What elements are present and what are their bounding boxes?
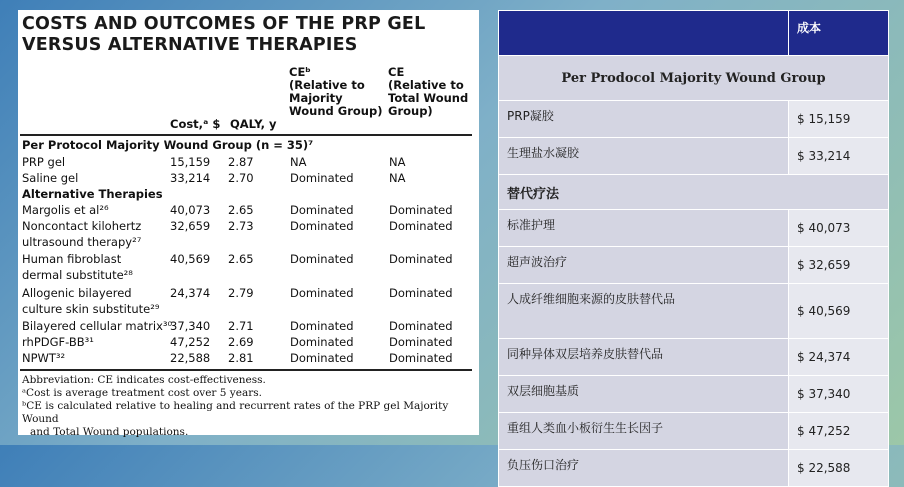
table-row: PRP凝胶 $ 15,159 [499,101,889,138]
table-row: 双层细胞基质 $ 37,340 [499,376,889,413]
row-continuation: dermal substitute²⁸ [22,268,133,282]
group-label: Per Prodocol Majority Wound Group [499,56,889,101]
translated-cost-table [498,10,889,487]
section-row [499,175,889,210]
ce-total-header: CE (Relative to Total Wound Group) [388,65,469,118]
qaly-header: QALY, y [230,117,277,131]
table-row: rhPDGF-BB³¹ 47,252 2.69 Dominated Dominated [22,335,453,349]
table-row: 标准护理 $ 40,073 [499,210,889,247]
header-empty-cell [499,11,789,56]
group-label: Per Protocol Majority Wound Group (n = 35)⁷ [22,138,314,152]
cost-column-header: 成本 [789,11,889,56]
table-row: Saline gel 33,214 2.70 Dominated NA [22,171,406,185]
table-row: 人成纤维细胞来源的皮肤替代品 $ 40,569 [499,284,889,339]
row-continuation: ultrasound therapy²⁷ [22,235,142,249]
table-row: 重组人类血小板衍生生长因子 $ 47,252 [499,413,889,450]
title-line-1: COSTS AND OUTCOMES OF THE PRP GEL [22,14,426,34]
footer-rule [20,369,472,371]
source-table-image [18,10,479,438]
table-row: 同种异体双层培养皮肤替代品 $ 24,374 [499,339,889,376]
alternative-therapies-label: 替代疗法 [499,175,889,210]
table-row: NPWT³² 22,588 2.81 Dominated Dominated [22,351,453,365]
header-rule [20,134,472,136]
table-row: PRP gel 15,159 2.87 NA NA [22,155,406,169]
ce-majority-header: CEᵇ (Relative to Majority Wound Group) [289,65,383,118]
table-row: Margolis et al²⁶ 40,073 2.65 Dominated Dominated [22,203,453,217]
table-row: 超声波治疗 $ 32,659 [499,247,889,284]
table-row: 生理盐水凝胶 $ 33,214 [499,138,889,175]
title-line-2: VERSUS ALTERNATIVE THERAPIES [22,35,358,55]
cost-header: Cost,ᵃ $ [170,117,221,131]
group-row [499,56,889,101]
table-row: Noncontact kilohertz 32,659 2.73 Dominated Dominated [22,219,453,233]
table-row: Human fibroblast 40,569 2.65 Dominated Dominated [22,252,453,266]
table-row: Bilayered cellular matrix³⁰ 37,340 2.71 Dominated Dominated [22,319,453,333]
alternative-therapies-label: Alternative Therapies [22,187,163,201]
table-row: 负压伤口治疗 $ 22,588 [499,450,889,487]
row-continuation: culture skin substitute²⁹ [22,302,160,316]
source-table-title [22,14,472,56]
footnotes: Abbreviation: CE indicates cost-effectiveness. ᵃCost is average treatment cost over 5 years. ᵇCE is calculated relative to healing and recurrent rates of the PRP gel Majority Wound and Total Wound populations. [22,374,449,438]
table-row: Allogenic bilayered 24,374 2.79 Dominated Dominated [22,286,453,300]
table-header-row [499,11,889,56]
